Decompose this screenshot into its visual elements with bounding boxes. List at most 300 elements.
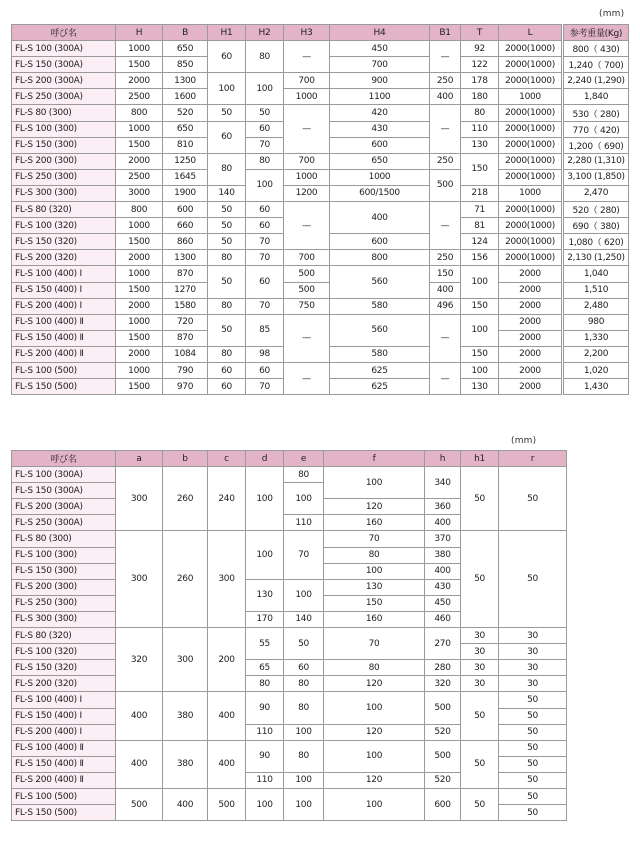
cell: 400 bbox=[116, 740, 163, 788]
table-header-row bbox=[12, 25, 629, 41]
cell: 280 bbox=[425, 660, 461, 676]
cell: 100 bbox=[246, 531, 284, 579]
cell: 750 bbox=[284, 298, 330, 314]
cell: 1000 bbox=[116, 218, 163, 234]
cell: 150 bbox=[461, 346, 499, 362]
cell: 80 bbox=[461, 105, 499, 121]
cell-name: FL-S 150 (300A) bbox=[12, 483, 116, 499]
cell: 70 bbox=[324, 531, 425, 547]
cell: 100 bbox=[246, 73, 284, 105]
cell: 80 bbox=[284, 692, 324, 724]
cell: 1270 bbox=[163, 282, 208, 298]
cell: 50 bbox=[461, 531, 499, 628]
cell-name: FL-S 100 (300A) bbox=[12, 41, 116, 57]
cell: — bbox=[430, 202, 461, 250]
cell-weight: 2,480 bbox=[563, 298, 629, 314]
cell-weight: 2,470 bbox=[563, 185, 629, 201]
cell: 60 bbox=[246, 202, 284, 218]
cell-name: FL-S 100 (400) Ⅰ bbox=[12, 692, 116, 708]
cell: 50 bbox=[499, 788, 567, 804]
cell-weight: 770（ 420) bbox=[563, 121, 629, 137]
cell-name: FL-S 200 (320) bbox=[12, 250, 116, 266]
cell: 250 bbox=[430, 250, 461, 266]
cell: 800 bbox=[116, 202, 163, 218]
cell: 120 bbox=[324, 499, 425, 515]
cell-weight: 1,510 bbox=[563, 282, 629, 298]
cell: 700 bbox=[284, 73, 330, 89]
cell: 2000(1000) bbox=[499, 137, 563, 153]
cell: 1100 bbox=[330, 89, 430, 105]
cell-weight: 1,080（ 620) bbox=[563, 234, 629, 250]
cell: 80 bbox=[208, 298, 246, 314]
cell: 30 bbox=[499, 660, 567, 676]
cell: 50 bbox=[208, 266, 246, 298]
cell: 790 bbox=[163, 362, 208, 378]
cell: 380 bbox=[425, 547, 461, 563]
cell: 625 bbox=[330, 379, 430, 395]
cell: 30 bbox=[461, 628, 499, 644]
col-header-h1: h1 bbox=[461, 451, 499, 467]
cell-name: FL-S 100 (400) Ⅰ bbox=[12, 266, 116, 282]
cell: 80 bbox=[284, 740, 324, 772]
cell: 2000 bbox=[499, 346, 563, 362]
cell: 2500 bbox=[116, 169, 163, 185]
table-row bbox=[12, 105, 629, 121]
cell: 1200 bbox=[284, 185, 330, 201]
cell-name: FL-S 100 (320) bbox=[12, 644, 116, 660]
cell: 50 bbox=[208, 314, 246, 346]
cell: 80 bbox=[284, 467, 324, 483]
cell-weight: 1,240（ 700) bbox=[563, 57, 629, 73]
col-header-f: f bbox=[324, 451, 425, 467]
cell: 2000 bbox=[499, 282, 563, 298]
cell: 100 bbox=[246, 169, 284, 201]
cell-name: FL-S 250 (300A) bbox=[12, 515, 116, 531]
cell: 50 bbox=[499, 467, 567, 531]
cell: 150 bbox=[461, 298, 499, 314]
cell: 1500 bbox=[116, 137, 163, 153]
cell-weight: 1,840 bbox=[563, 89, 629, 105]
cell: 100 bbox=[324, 563, 425, 579]
cell: 100 bbox=[208, 73, 246, 105]
cell: 1000 bbox=[330, 169, 430, 185]
cell: 1580 bbox=[163, 298, 208, 314]
cell-name: FL-S 150 (400) Ⅰ bbox=[12, 708, 116, 724]
cell: 2000(1000) bbox=[499, 234, 563, 250]
cell: 2000 bbox=[499, 266, 563, 282]
cell: 1084 bbox=[163, 346, 208, 362]
table-row bbox=[12, 250, 629, 266]
cell: 218 bbox=[461, 185, 499, 201]
table2-unit-label: (mm) bbox=[511, 436, 537, 446]
cell: 120 bbox=[324, 676, 425, 692]
cell: 320 bbox=[116, 628, 163, 692]
cell: 65 bbox=[246, 660, 284, 676]
cell: 400 bbox=[425, 515, 461, 531]
cell: 260 bbox=[163, 467, 208, 531]
cell: 580 bbox=[330, 298, 430, 314]
cell: 800 bbox=[116, 105, 163, 121]
cell-weight: 520（ 280) bbox=[563, 202, 629, 218]
cell: 2000(1000) bbox=[499, 73, 563, 89]
cell: 60 bbox=[246, 266, 284, 298]
cell: 130 bbox=[246, 579, 284, 611]
cell: 600 bbox=[330, 234, 430, 250]
cell: 1500 bbox=[116, 379, 163, 395]
cell: 430 bbox=[330, 121, 430, 137]
cell: 160 bbox=[324, 611, 425, 627]
cell: 1250 bbox=[163, 153, 208, 169]
cell: 1000 bbox=[499, 185, 563, 201]
cell-weight: 2,240 (1,290) bbox=[563, 73, 629, 89]
cell: 100 bbox=[284, 772, 324, 788]
cell: 50 bbox=[461, 788, 499, 820]
cell-name: FL-S 200 (300) bbox=[12, 579, 116, 595]
cell: 85 bbox=[246, 314, 284, 346]
cell: 80 bbox=[246, 41, 284, 73]
cell: 60 bbox=[208, 121, 246, 153]
cell: 120 bbox=[324, 724, 425, 740]
cell: 110 bbox=[246, 724, 284, 740]
col-header-h3: H3 bbox=[284, 25, 330, 41]
cell: 810 bbox=[163, 137, 208, 153]
cell-name: FL-S 200 (300A) bbox=[12, 499, 116, 515]
cell: 30 bbox=[499, 644, 567, 660]
cell: 100 bbox=[461, 266, 499, 298]
cell: 380 bbox=[163, 692, 208, 740]
cell-name: FL-S 250 (300) bbox=[12, 595, 116, 611]
cell: 50 bbox=[499, 772, 567, 788]
cell: 90 bbox=[246, 692, 284, 724]
table-row bbox=[12, 202, 629, 218]
table-row bbox=[12, 282, 629, 298]
cell: 240 bbox=[208, 467, 246, 531]
cell-name: FL-S 300 (300) bbox=[12, 185, 116, 201]
cell: 124 bbox=[461, 234, 499, 250]
cell: 250 bbox=[430, 73, 461, 89]
cell: 800 bbox=[330, 250, 430, 266]
cell: — bbox=[284, 314, 330, 362]
cell: 520 bbox=[425, 724, 461, 740]
cell: 2000 bbox=[116, 346, 163, 362]
cell: 80 bbox=[208, 153, 246, 185]
cell: 500 bbox=[284, 282, 330, 298]
cell-weight: 3,100 (1,850) bbox=[563, 169, 629, 185]
table-row bbox=[12, 153, 629, 169]
cell: 600 bbox=[330, 137, 430, 153]
table-row bbox=[12, 531, 567, 547]
cell: 1000 bbox=[284, 169, 330, 185]
cell: 50 bbox=[246, 105, 284, 121]
cell: 660 bbox=[163, 218, 208, 234]
cell: 80 bbox=[246, 676, 284, 692]
cell: 650 bbox=[330, 153, 430, 169]
cell: 50 bbox=[499, 740, 567, 756]
col-header-e: e bbox=[284, 451, 324, 467]
cell: 300 bbox=[208, 531, 246, 628]
cell: 520 bbox=[163, 105, 208, 121]
col-header-h2: H2 bbox=[246, 25, 284, 41]
cell-weight: 1,040 bbox=[563, 266, 629, 282]
cell: 400 bbox=[208, 740, 246, 788]
cell: — bbox=[284, 41, 330, 73]
cell: 50 bbox=[208, 218, 246, 234]
cell: 600 bbox=[425, 788, 461, 820]
col-header-a: a bbox=[116, 451, 163, 467]
flange-dimensions-table bbox=[11, 450, 567, 821]
cell: 500 bbox=[284, 266, 330, 282]
col-header-b: B bbox=[163, 25, 208, 41]
cell: 140 bbox=[284, 611, 324, 627]
cell: 970 bbox=[163, 379, 208, 395]
cell: 650 bbox=[163, 41, 208, 57]
cell: 2000(1000) bbox=[499, 105, 563, 121]
col-header-l: L bbox=[499, 25, 563, 41]
cell-name: FL-S 100 (300A) bbox=[12, 467, 116, 483]
cell: 80 bbox=[284, 676, 324, 692]
cell-name: FL-S 200 (320) bbox=[12, 676, 116, 692]
col-header-weight: 参考重量(Kg) bbox=[563, 25, 629, 41]
cell: 50 bbox=[499, 531, 567, 628]
table-row bbox=[12, 676, 567, 692]
cell: 110 bbox=[461, 121, 499, 137]
cell-name: FL-S 200 (300) bbox=[12, 153, 116, 169]
cell: 150 bbox=[461, 153, 499, 185]
cell: 400 bbox=[116, 692, 163, 740]
col-header-b: b bbox=[163, 451, 208, 467]
table1-unit-label: (mm) bbox=[599, 9, 625, 19]
cell: 30 bbox=[461, 676, 499, 692]
table-row bbox=[12, 740, 567, 756]
table-header-row bbox=[12, 451, 567, 467]
cell: 130 bbox=[461, 379, 499, 395]
cell-weight: 800（ 430) bbox=[563, 41, 629, 57]
cell-name: FL-S 80 (300) bbox=[12, 105, 116, 121]
cell: 260 bbox=[163, 531, 208, 628]
cell: 81 bbox=[461, 218, 499, 234]
cell: 100 bbox=[284, 483, 324, 515]
cell: 30 bbox=[461, 644, 499, 660]
dimensions-table bbox=[11, 24, 629, 395]
table-row bbox=[12, 692, 567, 708]
cell: 2000 bbox=[499, 298, 563, 314]
cell: 700 bbox=[284, 250, 330, 266]
cell: 580 bbox=[330, 346, 430, 362]
cell-weight: 1,020 bbox=[563, 362, 629, 378]
cell: 120 bbox=[324, 772, 425, 788]
cell: 1000 bbox=[116, 121, 163, 137]
cell: 1000 bbox=[116, 362, 163, 378]
cell: 1500 bbox=[116, 57, 163, 73]
cell: — bbox=[284, 202, 330, 250]
cell: 180 bbox=[461, 89, 499, 105]
col-header-d: d bbox=[246, 451, 284, 467]
cell: 500 bbox=[430, 169, 461, 201]
cell: 2000(1000) bbox=[499, 218, 563, 234]
cell: 50 bbox=[208, 234, 246, 250]
cell: 1500 bbox=[116, 330, 163, 346]
cell: 60 bbox=[246, 218, 284, 234]
cell: 860 bbox=[163, 234, 208, 250]
cell: — bbox=[430, 314, 461, 362]
cell: 460 bbox=[425, 611, 461, 627]
cell: 80 bbox=[324, 660, 425, 676]
cell: 100 bbox=[324, 788, 425, 820]
cell: 98 bbox=[246, 346, 284, 362]
cell: 80 bbox=[208, 346, 246, 362]
cell: 2000 bbox=[116, 153, 163, 169]
cell: 3000 bbox=[116, 185, 163, 201]
cell-name: FL-S 150 (400) Ⅱ bbox=[12, 756, 116, 772]
table-row bbox=[12, 185, 629, 201]
cell: 70 bbox=[284, 531, 324, 579]
cell: 71 bbox=[461, 202, 499, 218]
cell-name: FL-S 200 (300A) bbox=[12, 73, 116, 89]
cell: 250 bbox=[430, 153, 461, 169]
table-row bbox=[12, 73, 629, 89]
cell: 70 bbox=[246, 137, 284, 153]
cell: 500 bbox=[208, 788, 246, 820]
cell: 2000 bbox=[116, 298, 163, 314]
cell-name: FL-S 80 (320) bbox=[12, 628, 116, 644]
col-header-h1: H1 bbox=[208, 25, 246, 41]
cell: 2000 bbox=[499, 314, 563, 330]
cell: 70 bbox=[246, 298, 284, 314]
table-row bbox=[12, 298, 629, 314]
cell: 160 bbox=[324, 515, 425, 531]
cell: 50 bbox=[499, 692, 567, 708]
cell: 50 bbox=[208, 105, 246, 121]
cell: 450 bbox=[330, 41, 430, 57]
cell: 30 bbox=[499, 628, 567, 644]
cell: 55 bbox=[246, 628, 284, 660]
cell-name: FL-S 200 (400) Ⅰ bbox=[12, 298, 116, 314]
cell-name: FL-S 100 (300) bbox=[12, 547, 116, 563]
cell: 1000 bbox=[499, 89, 563, 105]
cell: 156 bbox=[461, 250, 499, 266]
cell: 2000(1000) bbox=[499, 153, 563, 169]
cell: 700 bbox=[284, 153, 330, 169]
cell: 200 bbox=[208, 628, 246, 692]
cell: 360 bbox=[425, 499, 461, 515]
cell-name: FL-S 150 (500) bbox=[12, 805, 116, 821]
cell: 1900 bbox=[163, 185, 208, 201]
cell: 50 bbox=[499, 805, 567, 821]
cell: 100 bbox=[246, 467, 284, 531]
cell: 1645 bbox=[163, 169, 208, 185]
cell: 400 bbox=[430, 282, 461, 298]
cell-weight: 1,430 bbox=[563, 379, 629, 395]
cell: 100 bbox=[324, 692, 425, 724]
cell: 50 bbox=[499, 708, 567, 724]
cell-name: FL-S 200 (400) Ⅱ bbox=[12, 346, 116, 362]
cell: 60 bbox=[246, 362, 284, 378]
cell: 870 bbox=[163, 266, 208, 282]
cell: 100 bbox=[324, 467, 425, 499]
cell-weight: 1,200（ 690) bbox=[563, 137, 629, 153]
table-row bbox=[12, 788, 567, 804]
cell: 1500 bbox=[116, 234, 163, 250]
cell: 50 bbox=[461, 692, 499, 740]
cell: 30 bbox=[499, 676, 567, 692]
cell: 450 bbox=[425, 595, 461, 611]
cell: 100 bbox=[461, 362, 499, 378]
cell: 100 bbox=[284, 724, 324, 740]
cell: 2000(1000) bbox=[499, 202, 563, 218]
cell: 100 bbox=[461, 314, 499, 346]
cell-name: FL-S 100 (300) bbox=[12, 121, 116, 137]
cell: 150 bbox=[324, 595, 425, 611]
cell: 380 bbox=[163, 740, 208, 788]
cell: 50 bbox=[461, 740, 499, 788]
cell: 600 bbox=[163, 202, 208, 218]
cell: 520 bbox=[425, 772, 461, 788]
cell: 110 bbox=[284, 515, 324, 531]
cell: 60 bbox=[284, 660, 324, 676]
table-row bbox=[12, 467, 567, 483]
cell: 1600 bbox=[163, 89, 208, 105]
col-header-c: c bbox=[208, 451, 246, 467]
table-row bbox=[12, 169, 629, 185]
cell: 50 bbox=[208, 202, 246, 218]
cell: 2000(1000) bbox=[499, 250, 563, 266]
cell: 650 bbox=[163, 121, 208, 137]
cell: 92 bbox=[461, 41, 499, 57]
cell: 80 bbox=[246, 153, 284, 169]
col-header-h: H bbox=[116, 25, 163, 41]
cell: 100 bbox=[324, 740, 425, 772]
cell: 2000(1000) bbox=[499, 41, 563, 57]
cell: 122 bbox=[461, 57, 499, 73]
cell-name: FL-S 150 (500) bbox=[12, 379, 116, 395]
cell: 100 bbox=[284, 579, 324, 611]
cell: 2000 bbox=[116, 250, 163, 266]
cell: 1000 bbox=[284, 89, 330, 105]
cell: 870 bbox=[163, 330, 208, 346]
cell: 900 bbox=[330, 73, 430, 89]
cell: 178 bbox=[461, 73, 499, 89]
cell: — bbox=[430, 362, 461, 394]
cell: — bbox=[430, 105, 461, 153]
cell: 2000 bbox=[499, 330, 563, 346]
cell: 420 bbox=[330, 105, 430, 121]
cell-name: FL-S 250 (300A) bbox=[12, 89, 116, 105]
cell-name: FL-S 150 (320) bbox=[12, 234, 116, 250]
cell: 430 bbox=[425, 579, 461, 595]
cell: 100 bbox=[246, 788, 284, 820]
col-header-r: r bbox=[499, 451, 567, 467]
cell: 130 bbox=[461, 137, 499, 153]
cell: 70 bbox=[246, 379, 284, 395]
cell: 400 bbox=[163, 788, 208, 820]
cell: 850 bbox=[163, 57, 208, 73]
cell: 500 bbox=[425, 740, 461, 772]
cell-name: FL-S 150 (300A) bbox=[12, 57, 116, 73]
cell: 50 bbox=[284, 628, 324, 660]
cell: 70 bbox=[246, 234, 284, 250]
table-row bbox=[12, 89, 629, 105]
cell-weight: 2,200 bbox=[563, 346, 629, 362]
cell-name: FL-S 150 (400) Ⅱ bbox=[12, 330, 116, 346]
cell: 2000(1000) bbox=[499, 169, 563, 185]
cell-name: FL-S 150 (400) Ⅰ bbox=[12, 282, 116, 298]
table-row bbox=[12, 660, 567, 676]
cell: — bbox=[284, 105, 330, 153]
table-row bbox=[12, 362, 629, 378]
cell: 560 bbox=[330, 314, 430, 346]
cell: 170 bbox=[246, 611, 284, 627]
cell: 50 bbox=[461, 467, 499, 531]
